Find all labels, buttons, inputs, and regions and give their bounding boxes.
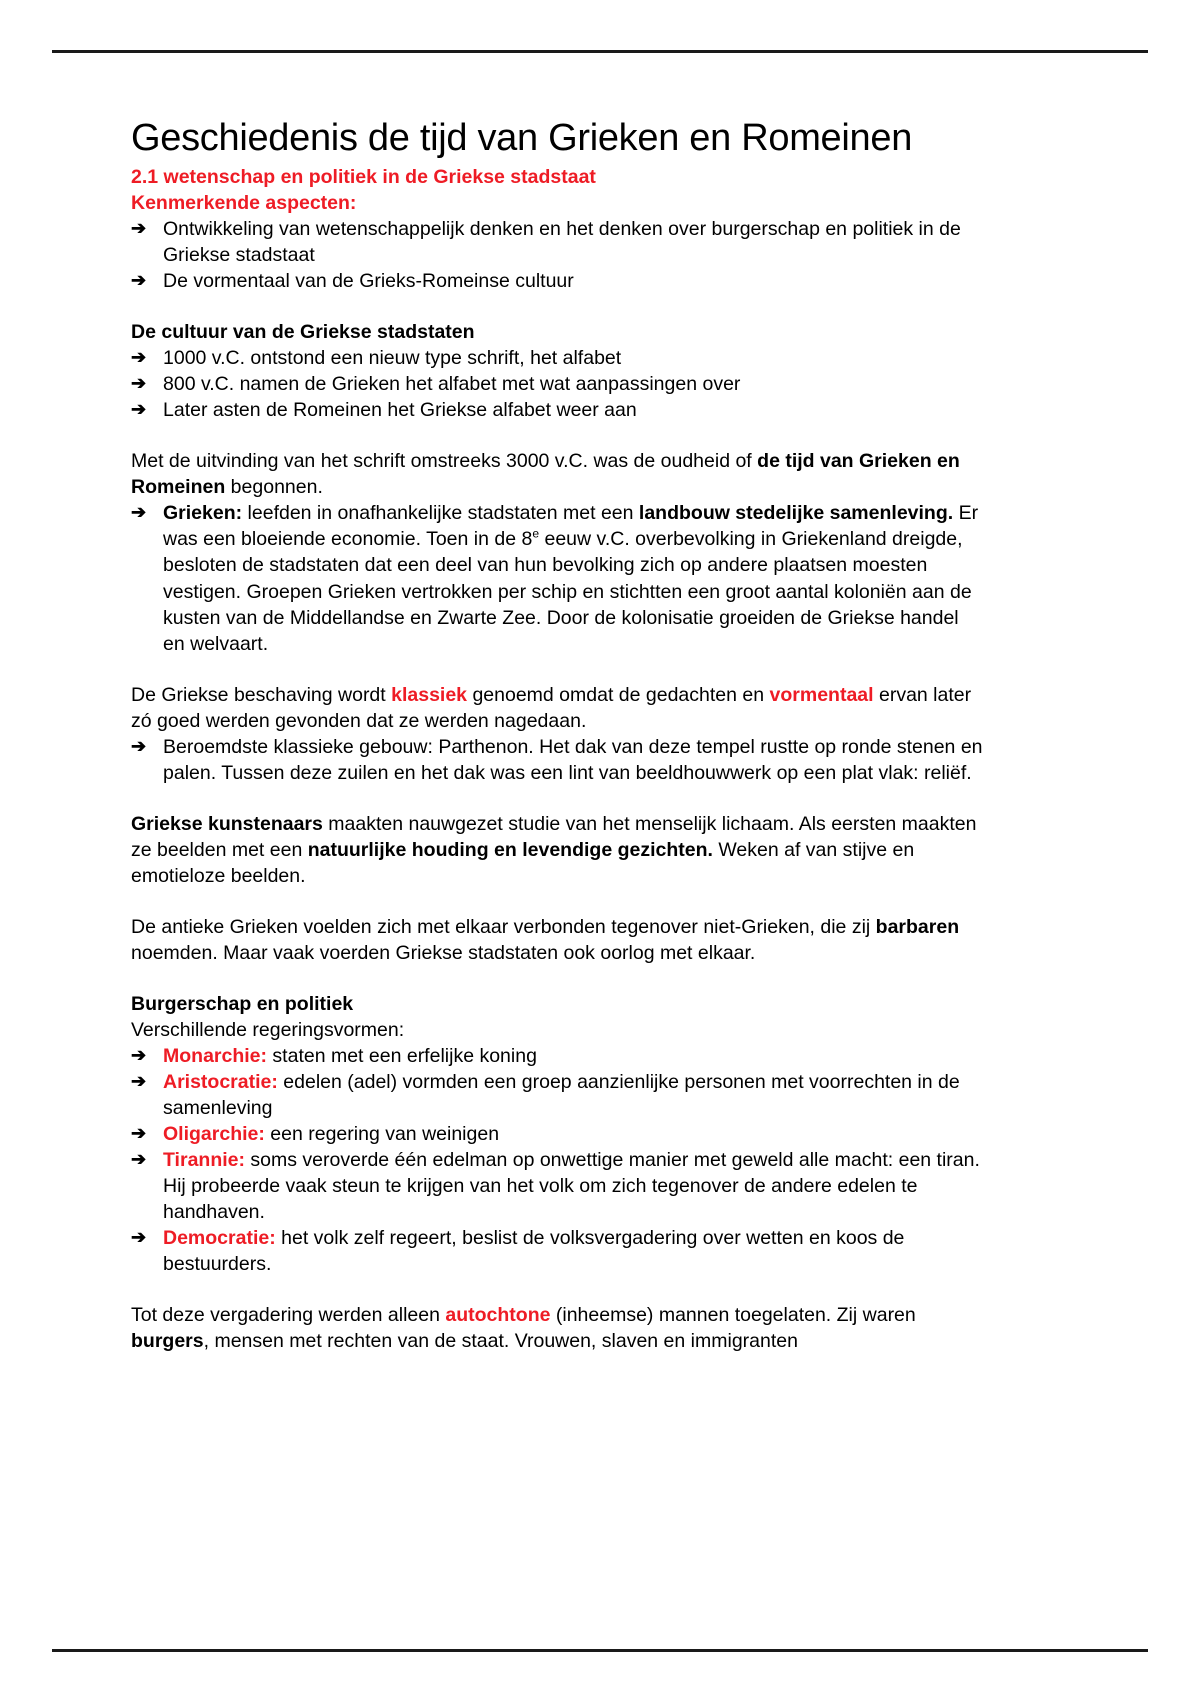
term-label: Oligarchie: xyxy=(163,1123,265,1146)
text-run: maakten nauwgezet studie van het menselijk lichaam. Als eersten maakten ze beelden met een xyxy=(131,812,977,861)
paragraph-klassiek xyxy=(131,682,983,734)
text-run: ervan later zó goed werden gevonden dat ze werden nagedaan. xyxy=(131,683,972,732)
spacer xyxy=(131,294,983,319)
arrow-bullet-icon: ➔ xyxy=(131,1045,147,1066)
list-item-monarchie xyxy=(131,1043,983,1069)
regeringsvormen-intro: Verschillende regeringsvormen: xyxy=(131,1019,405,1042)
list-item-aristocratie xyxy=(131,1069,983,1121)
list-item-democratie xyxy=(131,1225,983,1277)
text-run: Met de uitvinding van het schrift omstreeks 3000 v.C. was de oudheid of xyxy=(131,450,758,473)
list-item-label: Beroemdste klassieke gebouw: Parthenon. Het dak van deze tempel rustte op ronde stenen en palen. Tussen deze zuilen en het dak was een lint van beeldhouwwerk op een plat vlak: reliëf. xyxy=(163,735,983,784)
arrow-bullet-icon: ➔ xyxy=(131,502,147,523)
parthenon-list xyxy=(131,734,983,786)
burgerschap-heading: Burgerschap en politiek xyxy=(131,992,354,1015)
text-run: begonnen. xyxy=(225,476,323,499)
list-item-label: De vormentaal van de Grieks-Romeinse cultuur xyxy=(163,270,574,293)
arrow-bullet-icon: ➔ xyxy=(131,270,147,291)
list-item xyxy=(131,500,983,656)
text-run-bold: barbaren xyxy=(875,915,960,938)
text-run: Er was een bloeiende economie. Toen in de 8 xyxy=(163,502,979,551)
regeringsvormen-list xyxy=(131,1043,983,1277)
text-run: Weken af van stijve en emotieloze beelden. xyxy=(131,838,915,887)
list-item xyxy=(131,734,983,786)
text-run-bold: Griekse kunstenaars xyxy=(131,812,323,835)
list-item xyxy=(131,371,983,397)
kenmerkende-aspecten-list xyxy=(131,216,983,294)
text-run: het volk zelf regeert, beslist de volksvergadering over wetten en koos de bestuurders. xyxy=(163,1227,905,1276)
text-run-bold: de tijd van Grieken en Romeinen xyxy=(131,450,960,499)
arrow-bullet-icon: ➔ xyxy=(131,1071,147,1092)
list-item-label: 1000 v.C. ontstond een nieuw type schrift, het alfabet xyxy=(163,347,622,370)
list-item xyxy=(131,216,983,268)
highlight-autochtone: autochtone xyxy=(445,1304,551,1327)
text-run: edelen (adel) vormden een groep aanzienlijke personen met voorrechten in de samenleving xyxy=(163,1071,960,1120)
paragraph-barbaren xyxy=(131,914,983,966)
arrow-bullet-icon: ➔ xyxy=(131,347,147,368)
list-item xyxy=(131,397,983,423)
text-run: De Griekse beschaving wordt xyxy=(131,683,392,706)
spacer xyxy=(131,1277,983,1302)
list-item-label: Ontwikkeling van wetenschappelijk denken en het denken over burgerschap en politiek in de Griekse stadstaat xyxy=(163,218,961,267)
text-run-bold: burgers xyxy=(131,1330,204,1353)
arrow-bullet-icon: ➔ xyxy=(131,735,147,756)
term-label: Tirannie: xyxy=(163,1149,245,1172)
spacer xyxy=(131,889,983,914)
term-label: Aristocratie: xyxy=(163,1071,278,1094)
kenmerkende-aspecten-heading: Kenmerkende aspecten: xyxy=(131,191,357,214)
list-item-label: 800 v.C. namen de Grieken het alfabet met wat aanpassingen over xyxy=(163,373,741,396)
text-run: een regering van weinigen xyxy=(264,1123,500,1146)
list-item xyxy=(131,345,983,371)
cultuur-list xyxy=(131,345,983,423)
highlight-vormentaal: vormentaal xyxy=(769,683,874,706)
grieken-list xyxy=(131,500,983,656)
paragraph-kunstenaars xyxy=(131,811,983,889)
text-run: , mensen met rechten van de staat. Vrouwen, slaven en immigranten xyxy=(203,1330,798,1353)
text-run: noemden. Maar vaak voerden Griekse stadstaten ook oorlog met elkaar. xyxy=(131,941,756,964)
arrow-bullet-icon: ➔ xyxy=(131,373,147,394)
spacer xyxy=(131,966,983,991)
text-run: genoemd omdat de gedachten en xyxy=(467,683,770,706)
text-run: eeuw v.C. overbevolking in Griekenland dreigde, besloten de stadstaten dat een deel van hun bevolking zich op andere plaatsen moesten vestigen. Groepen Grieken vertrokken per schip en stichtten een groot aantal koloniën aan de kusten van de Middellandse en Zwarte Zee. Door de kolonisatie groeiden de Griekse handel en welvaart. xyxy=(163,528,972,655)
list-item-tirannie xyxy=(131,1147,983,1225)
paragraph-uitvinding xyxy=(131,448,983,500)
header-rule xyxy=(52,50,1148,53)
paragraph-autochtone xyxy=(131,1302,983,1354)
list-item-label: Later asten de Romeinen het Griekse alfabet weer aan xyxy=(163,399,637,422)
text-run: leefden in onafhankelijke stadstaten met een xyxy=(242,502,639,525)
document-content xyxy=(131,118,983,1354)
section-heading: 2.1 wetenschap en politiek in de Griekse stadstaat xyxy=(131,165,596,188)
text-run-bold: natuurlijke houding en levendige gezichten. xyxy=(307,838,713,861)
list-item-oligarchie xyxy=(131,1121,983,1147)
arrow-bullet-icon: ➔ xyxy=(131,1227,147,1248)
text-run: Tot deze vergadering werden alleen xyxy=(131,1304,446,1327)
text-run: De antieke Grieken voelden zich met elkaar verbonden tegenover niet-Grieken, die zij xyxy=(131,915,876,938)
arrow-bullet-icon: ➔ xyxy=(131,399,147,420)
superscript-ordinal: e xyxy=(532,526,540,541)
text-run: staten met een erfelijke koning xyxy=(267,1045,537,1068)
highlight-klassiek: klassiek xyxy=(391,683,468,706)
text-run-bold: landbouw stedelijke samenleving. xyxy=(638,502,954,525)
spacer xyxy=(131,423,983,448)
text-run: soms veroverde één edelman op onwettige manier met geweld alle macht: een tiran. Hij probeerde vaak steun te krijgen van het volk om zich tegenover de andere edelen te handhaven. xyxy=(163,1149,980,1224)
spacer xyxy=(131,657,983,682)
arrow-bullet-icon: ➔ xyxy=(131,1123,147,1144)
spacer xyxy=(131,786,983,811)
arrow-bullet-icon: ➔ xyxy=(131,218,147,239)
term-label: Monarchie: xyxy=(163,1045,268,1068)
term-label: Democratie: xyxy=(163,1227,276,1250)
term-label: Grieken: xyxy=(163,502,243,525)
page-title: Geschiedenis de tijd van Grieken en Romeinen xyxy=(131,117,913,159)
list-item xyxy=(131,268,983,294)
cultuur-heading: De cultuur van de Griekse stadstaten xyxy=(131,321,475,344)
footer-rule xyxy=(52,1649,1148,1652)
arrow-bullet-icon: ➔ xyxy=(131,1149,147,1170)
text-run: (inheemse) mannen toegelaten. Zij waren xyxy=(550,1304,916,1327)
